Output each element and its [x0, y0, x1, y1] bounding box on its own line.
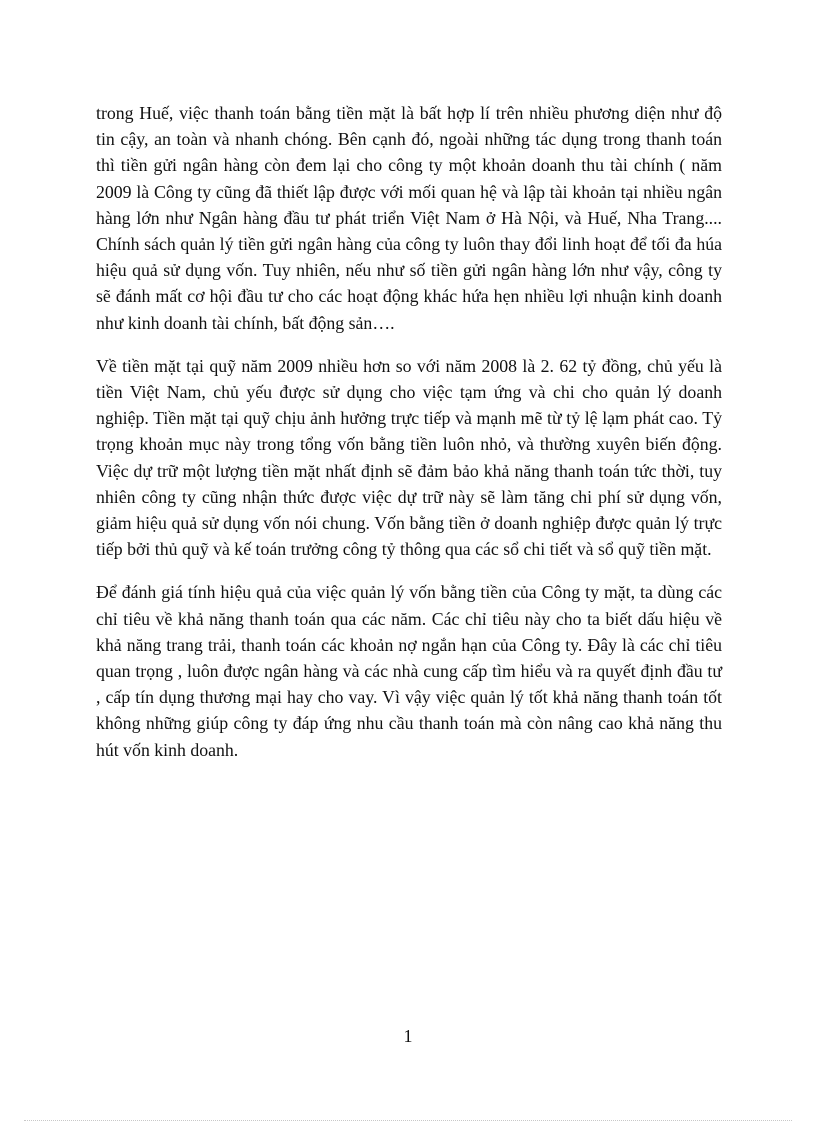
paragraph-liquidity-indicators: Để đánh giá tính hiệu quả của việc quản lý vốn bằng tiền của Công ty mặt, ta dùng các chỉ tiêu về khả năng thanh toán qua các năm. Các chỉ tiêu này cho ta biết dấu hiệu về khả năng trang trải, thanh toán các khoản nợ ngắn hạn của Công ty. Đây là các chỉ tiêu quan trọng , luôn được ngân hàng và các nhà cung cấp tìm hiểu và ra quyết định đầu tư , cấp tín dụng thương mại hay cho vay. Vì vậy việc quản lý tốt khả năng thanh toán tốt không những giúp công ty đáp ứng nhu cầu thanh toán mà còn nâng cao khả năng thu hút vốn kinh doanh.: [96, 582, 722, 760]
page-body: [96, 100, 722, 780]
paragraph-cash-at-bank: trong Huế, việc thanh toán bằng tiền mặt là bất hợp lí trên nhiều phương diện như độ tin cậy, an toàn và nhanh chóng. Bên cạnh đó, ngoài những tác dụng trong thanh toán thì tiền gửi ngân hàng còn đem lại cho công ty một khoản doanh thu tài chính ( năm 2009 là Công ty cũng đã thiết lập được với mối quan hệ và lập tài khoản tại nhiều ngân hàng lớn như Ngân hàng đầu tư phát triển Việt Nam ở Hà Nội, và Huế, Nha Trang.... Chính sách quản lý tiền gửi ngân hàng của công ty luôn thay đổi linh hoạt để tối đa húa hiệu quả sử dụng vốn. Tuy nhiên, nếu như số tiền gửi ngân hàng lớn như vậy, công ty sẽ đánh mất cơ hội đầu tư cho các hoạt động khác hứa hẹn nhiều lợi nhuận kinh doanh như kinh doanh tài chính, bất động sản….: [96, 103, 722, 333]
page-number: 1: [403, 1026, 413, 1046]
paragraph-cash-on-hand: Về tiền mặt tại quỹ năm 2009 nhiều hơn so với năm 2008 là 2. 62 tỷ đồng, chủ yếu là tiền Việt Nam, chủ yếu được sử dụng cho việc tạm ứng và chi cho quản lý doanh nghiệp. Tiền mặt tại quỹ chịu ảnh hưởng trực tiếp và mạnh mẽ từ tỷ lệ lạm phát cao. Tỷ trọng khoản mục này trong tổng vốn bằng tiền luôn nhỏ, và thường xuyên biến động. Việc dự trữ một lượng tiền mặt nhất định sẽ đảm bảo khả năng thanh toán tức thời, tuy nhiên công ty cũng nhận thức được việc dự trữ này sẽ làm tăng chi phí sử dụng vốn, giảm hiệu quả sử dụng vốn nói chung. Vốn bằng tiền ở doanh nghiệp được quản lý trực tiếp bởi thủ quỹ và kế toán trưởng công tỷ thông qua các sổ chi tiết và sổ quỹ tiền mặt.: [96, 355, 722, 560]
page-bottom-edge: [24, 1120, 792, 1121]
